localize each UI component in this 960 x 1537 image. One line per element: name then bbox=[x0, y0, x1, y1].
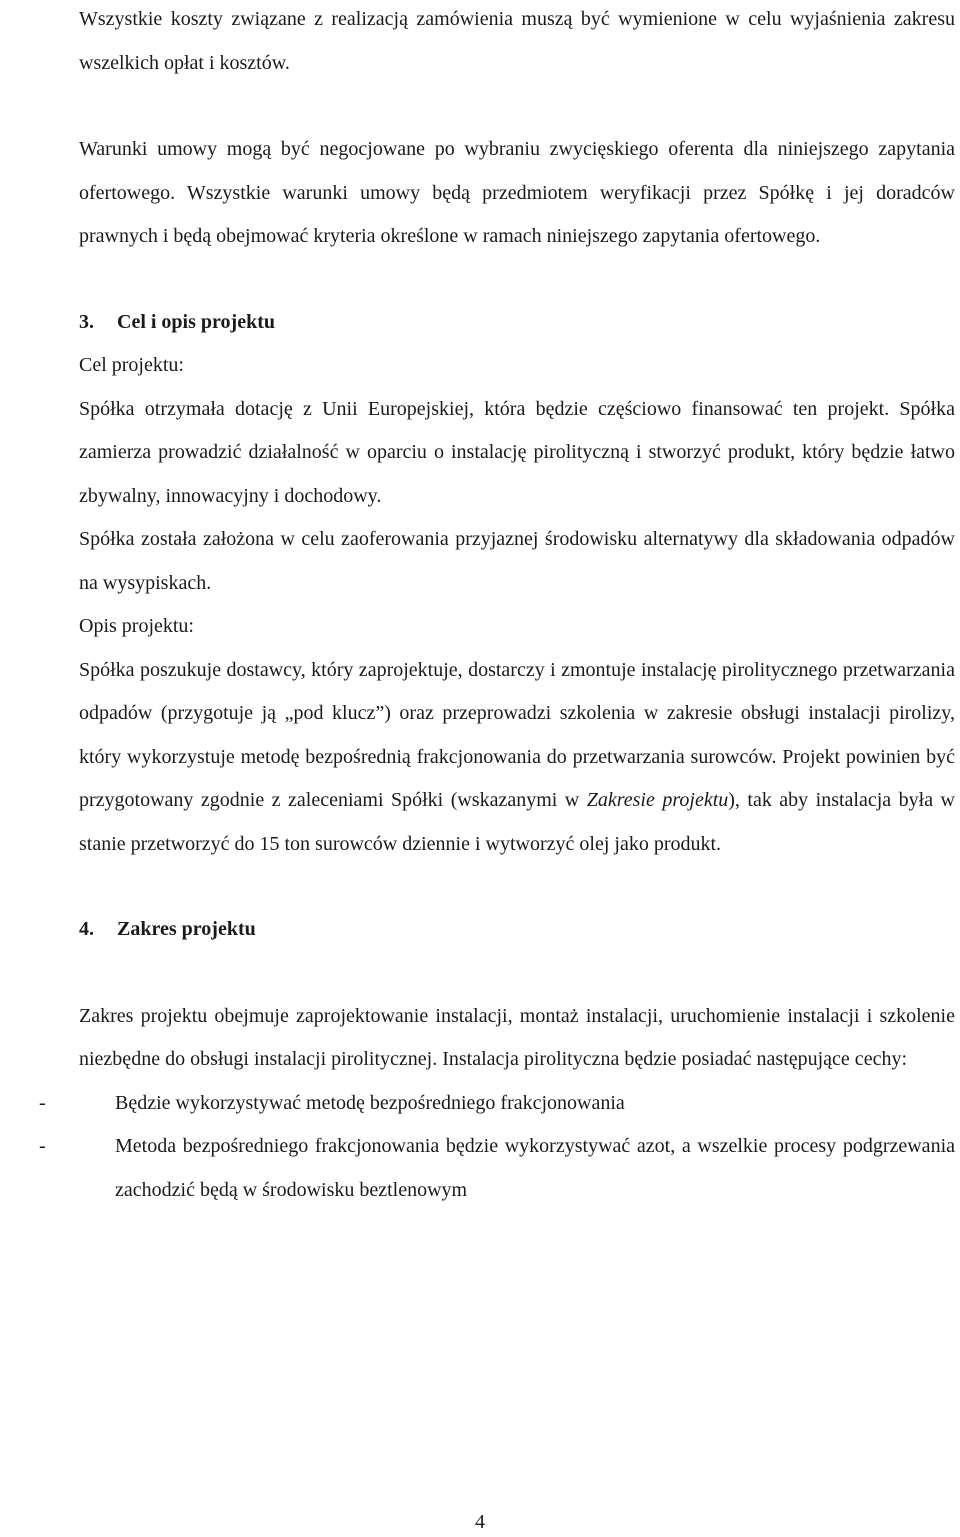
section-4-title: Zakres projektu bbox=[117, 918, 256, 940]
list-item-text: Metoda bezpośredniego frakcjonowania będzie wykorzystywać azot, a wszelkie procesy podgrzewania zachodzić będą w środowisku beztlenowym bbox=[115, 1135, 955, 1201]
contract-terms-paragraph: Warunki umowy mogą być negocjowane po wybraniu zwycięskiego oferenta dla niniejszego zapytania ofertowego. Wszystkie warunki umowy będą przedmiotem weryfikacji przez Spółkę i jej doradców prawnych i będą obejmować kryteria określone w ramach niniejszego zapytania ofertowego. bbox=[79, 138, 955, 247]
page-number: 4 bbox=[475, 1511, 485, 1533]
section-3-title: Cel i opis projektu bbox=[117, 310, 275, 333]
description-paragraph bbox=[79, 649, 955, 867]
list-dash: - bbox=[39, 1135, 46, 1157]
goal-paragraph-2: Spółka została założona w celu zaoferowania przyjaznej środowisku alternatywy dla składowania odpadów na wysypiskach. bbox=[79, 528, 955, 594]
costs-paragraph: Wszystkie koszty związane z realizacją zamówienia muszą być wymienione w celu wyjaśnienia zakresu wszelkich opłat i kosztów. bbox=[79, 8, 955, 74]
scope-intro-paragraph: Zakres projektu obejmuje zaprojektowanie instalacji, montaż instalacji, uruchomienie instalacji i szkolenie niezbędne do obsługi instalacji pirolitycznej. Instalacja pirolityczna będzie posiadać następujące cechy: bbox=[79, 1004, 955, 1070]
section-4-heading bbox=[79, 908, 955, 952]
section-4-number: 4. bbox=[79, 918, 94, 940]
description-heading: Opis projektu: bbox=[79, 615, 194, 637]
section-3-heading bbox=[79, 301, 955, 345]
features-list bbox=[39, 1082, 955, 1213]
list-item bbox=[39, 1125, 955, 1212]
goal-paragraph-1: Spółka otrzymała dotację z Unii Europejskiej, która będzie częściowo finansować ten projekt. Spółka zamierza prowadzić działalność w oparciu o instalację pirolityczną i stworzyć produkt, który będzie łatwo zbywalny, innowacyjny i dochodowy. bbox=[79, 397, 955, 507]
description-text-end: ), tak aby instalacja była w stanie przetworzyć do 15 ton surowców dziennie i wytworzyć olej jako produkt. bbox=[79, 789, 956, 855]
list-dash: - bbox=[39, 1091, 46, 1114]
list-item-text: Będzie wykorzystywać metodę bezpośredniego frakcjonowania bbox=[115, 1091, 625, 1114]
goal-heading: Cel projektu: bbox=[79, 354, 184, 376]
document-page bbox=[39, 0, 956, 1212]
list-item bbox=[39, 1082, 955, 1126]
description-italic-reference: Zakresie projektu bbox=[586, 789, 729, 811]
description-text-start: Spółka poszukuje dostawcy, który zaprojektuje, dostarczy i zmontuje instalację pirolitycznego przetwarzania odpadów (przygotuje ją „pod klucz”) oraz przeprowadzi szkolenia w zakresie obsługi instalacji pirolizy, który wykorzystuje metodę bezpośrednią frakcjonowania do przetwarzania surowców. Projekt powinien być przygotowany zgodnie z zaleceniami Spółki (wskazanymi w bbox=[79, 658, 955, 811]
section-3-number: 3. bbox=[79, 310, 94, 333]
